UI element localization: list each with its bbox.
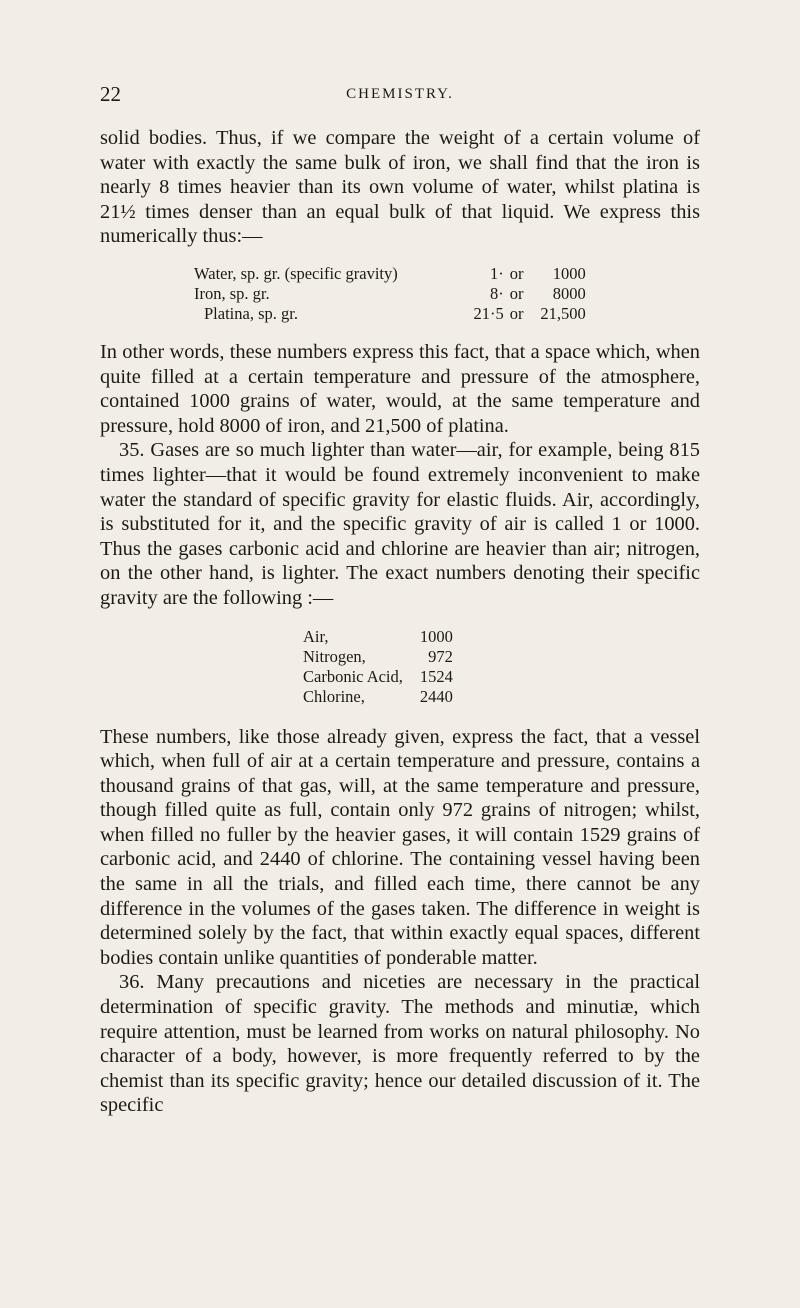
gas-name: Carbonic Acid, — [303, 666, 403, 686]
sp-gr-value: 1· — [489, 263, 504, 283]
or-word: or — [509, 283, 524, 303]
gas-name: Nitrogen, — [303, 646, 366, 666]
table-row — [194, 264, 586, 284]
table-row — [303, 647, 453, 667]
substance-name: Iron, sp. gr. — [194, 283, 270, 303]
page-body — [100, 126, 700, 1118]
gas-value: 1524 — [419, 666, 453, 686]
gas-value: 1000 — [419, 626, 453, 646]
sp-gr-value: 21·5 — [473, 303, 504, 323]
grains-value: 21,500 — [540, 303, 586, 323]
paragraph-3: 35. Gases are so much lighter than water—air, for example, being 815 times lighter—that it would be found extremely inconvenient to make water the standard of specific gravity for elastic fluids. Air, accordingly, is substituted for it, and the specific gravity of air is called 1 or 1000. Thus the gases carbonic acid and chlorine are heavier than air; nitrogen, on the other hand, is lighter. The exact numbers denoting their specific gravity are the following :— — [100, 439, 700, 609]
specific-gravity-table-solids — [194, 264, 586, 324]
specific-gravity-table-gases — [303, 627, 453, 707]
substance-name: Water, sp. gr. (specific gravity) — [194, 263, 398, 283]
gas-name: Chlorine, — [303, 686, 365, 706]
table-row — [303, 687, 453, 707]
table-row — [303, 667, 453, 687]
gas-value: 972 — [428, 646, 453, 666]
grains-value: 8000 — [552, 283, 586, 303]
running-head: CHEMISTRY. — [346, 86, 454, 102]
paragraph-1: solid bodies. Thus, if we compare the weight of a certain volume of water with exactly the same bulk of iron, we shall find that the iron is nearly 8 times heavier than its own volume of water, whilst platina is 21½ times denser than an equal bulk of that liquid. We express this numerically thus:— — [100, 127, 700, 248]
page-number: 22 — [100, 82, 121, 106]
paragraph-2: In other words, these numbers express this fact, that a space which, when quite filled at a certain temperature and pressure of the atmosphere, contained 1000 grains of water, would, at the same temperature and pressure, hold 8000 of iron, and 21,500 of platina. — [100, 340, 700, 437]
grains-value: 1000 — [552, 263, 586, 283]
substance-name: Platina, sp. gr. — [204, 303, 298, 323]
table-row — [194, 304, 586, 324]
paragraph-5: 36. Many precautions and niceties are necessary in the practical determination of specific gravity. The methods and minutiæ, which require attention, must be learned from works on natural philosophy. No character of a body, however, is more frequently referred to by the chemist than its specific gravity; hence our detailed discussion of it. The specific — [100, 971, 700, 1117]
table-row — [194, 284, 586, 304]
gas-value: 2440 — [419, 686, 453, 706]
sp-gr-value: 8· — [489, 283, 504, 303]
paragraph-4: These numbers, like those already given, express the fact, that a vessel which, when full of air at a certain temperature and pressure, contains a thousand grains of that gas, will, at the same temperature and pressure, though filled quite as full, contain only 972 grains of nitrogen; whilst, when filled no fuller by the heavier gases, it will contain 1529 grains of carbonic acid, and 2440 of chlorine. The containing vessel having been the same in all the trials, and filled each time, there cannot be any difference in the volumes of the gases taken. The difference in weight is determined solely by the fact, that within exactly equal spaces, different bodies contain unlike quantities of ponderable matter. — [100, 725, 700, 969]
gas-name: Air, — [303, 626, 329, 646]
table-row — [303, 627, 453, 647]
or-word: or — [509, 263, 524, 283]
page-header — [100, 82, 700, 106]
or-word: or — [509, 303, 524, 323]
